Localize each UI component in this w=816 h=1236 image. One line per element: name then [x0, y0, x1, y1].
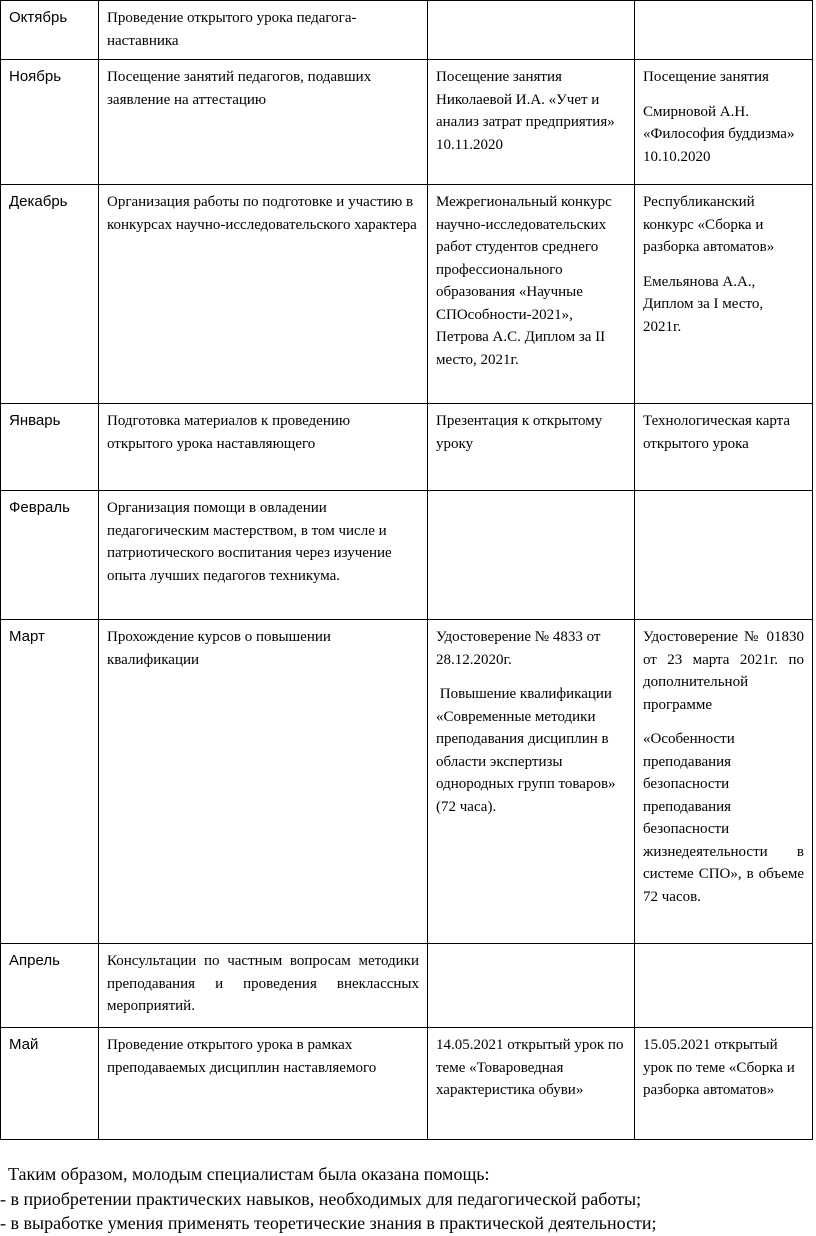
result-text: 14.05.2021 открытый урок по теме «Товароведная характеристика обуви»	[436, 1037, 624, 1098]
result-cell-2	[635, 185, 813, 404]
result-cell-1	[428, 60, 635, 185]
month-cell: Апрель	[1, 944, 99, 1028]
result-cell-2	[635, 491, 813, 620]
activity-cell: Организация работы по подготовке и участию в конкурсах научно-исследовательского характера	[99, 185, 428, 404]
activity-cell: Подготовка материалов к проведению открытого урока наставляющего	[99, 404, 428, 491]
result-cell-2	[635, 944, 813, 1028]
result-cell-2	[635, 404, 813, 491]
result-text: Посещение занятия	[643, 69, 769, 85]
activity-cell: Проведение открытого урока в рамках преподаваемых дисциплин наставляемого	[99, 1028, 428, 1140]
activity-cell: Прохождение курсов о повышении квалификации	[99, 620, 428, 944]
result-text: 15.05.2021 открытый урок по теме «Сборка и разборка автоматов»	[643, 1037, 795, 1098]
result-cell-2	[635, 1, 813, 60]
result-text: «Особенности преподавания безопасности преподавания безопасности жизнедеятельности в системе СПО», в объеме 72 часов.	[643, 731, 804, 905]
result-text: Удостоверение № 4833 от 28.12.2020г.	[436, 629, 601, 668]
result-cell-1	[428, 404, 635, 491]
table-row	[1, 491, 813, 620]
result-cell-1	[428, 491, 635, 620]
summary-intro: Таким образом, молодым специалистам была оказана помощь:	[8, 1164, 490, 1184]
table-row	[1, 1, 813, 60]
month-cell: Ноябрь	[1, 60, 99, 185]
month-cell: Февраль	[1, 491, 99, 620]
result-cell-1	[428, 1028, 635, 1140]
month-cell: Март	[1, 620, 99, 944]
activity-cell: Посещение занятий педагогов, подавших заявление на аттестацию	[99, 60, 428, 185]
table-row	[1, 944, 813, 1028]
result-cell-2	[635, 1028, 813, 1140]
month-cell: Октябрь	[1, 1, 99, 60]
activity-cell: Проведение открытого урока педагога-наставника	[99, 1, 428, 60]
result-text: Республиканский конкурс «Сборка и разборка автоматов»	[643, 194, 775, 255]
table-row	[1, 185, 813, 404]
result-text: Технологическая карта открытого урока	[643, 413, 791, 452]
activity-cell: Организация помощи в овладении педагогическим мастерством, в том числе и патриотического воспитания через изучение опыта лучших педагогов техникума.	[99, 491, 428, 620]
result-cell-1	[428, 185, 635, 404]
result-text: Посещение занятия Николаевой И.А. «Учет и анализ затрат предприятия» 10.11.2020	[436, 69, 615, 153]
month-cell: Декабрь	[1, 185, 99, 404]
result-cell-2	[635, 620, 813, 944]
table-row	[1, 404, 813, 491]
summary-item: - в выработке умения применять теоретические знания в практической деятельности;	[0, 1213, 657, 1233]
month-cell: Май	[1, 1028, 99, 1140]
result-text: Презентация к открытому уроку	[436, 413, 603, 452]
table-row	[1, 60, 813, 185]
result-text: Удостоверение № 01830 от 23 марта 2021г. по дополнительной программе	[643, 629, 804, 713]
summary-block	[0, 1162, 816, 1236]
activity-cell: Консультации по частным вопросам методики преподавания и проведения внеклассных мероприятий.	[99, 944, 428, 1028]
result-text: Межрегиональный конкурс научно-исследовательских работ студентов среднего профессионального образования «Научные СПОсобности-2021», Петрова А.С. Диплом за II место, 2021г.	[436, 194, 612, 368]
result-cell-1	[428, 1, 635, 60]
result-text: Смирновой А.Н. «Философия буддизма» 10.10.2020	[643, 103, 795, 165]
result-cell-2	[635, 60, 813, 185]
table-row	[1, 1028, 813, 1140]
table-row	[1, 620, 813, 944]
result-cell-1	[428, 620, 635, 944]
summary-item: - в приобретении практических навыков, необходимых для педагогической работы;	[0, 1188, 642, 1209]
result-text: Повышение квалификации «Современные методики преподавания дисциплин в области экспертизы однородных групп товаров» (72 часа).	[436, 686, 620, 815]
month-cell: Январь	[1, 404, 99, 491]
result-text: Емельянова А.А., Диплом за I место, 2021г.	[643, 273, 764, 335]
result-cell-1	[428, 944, 635, 1028]
